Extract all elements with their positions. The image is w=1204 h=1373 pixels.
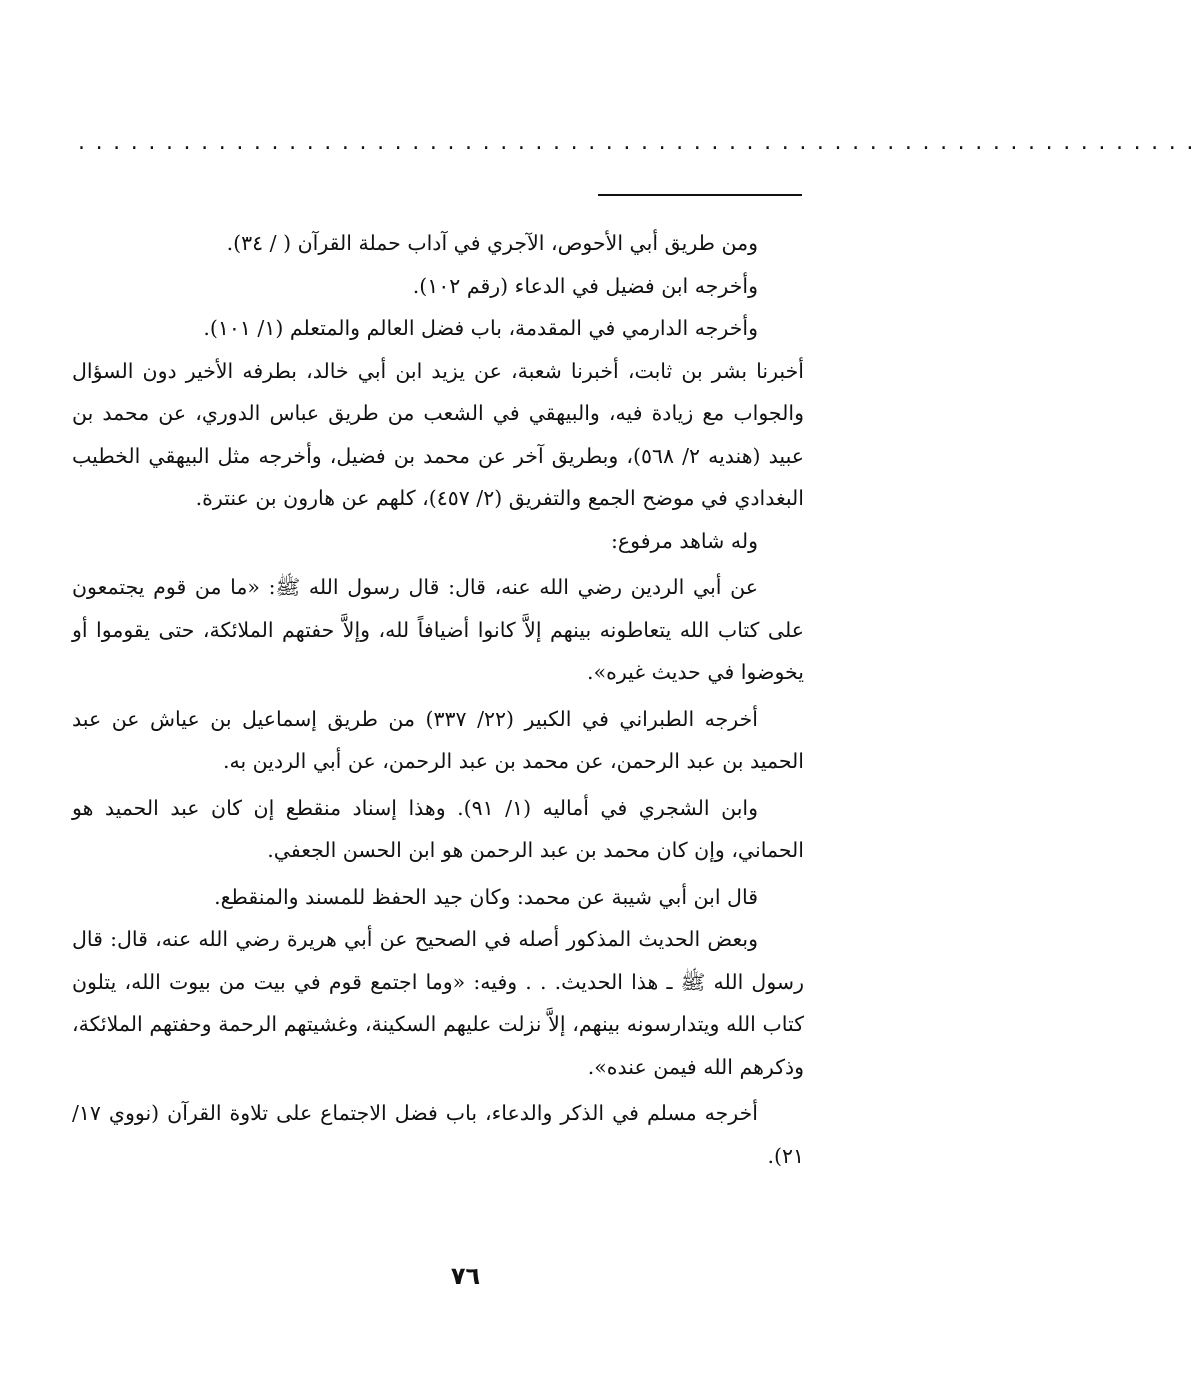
paragraph-hadith-abi-raddin: عن أبي الردين رضي الله عنه، قال: قال رسول الله ﷺ: «ما من قوم يجتمعون على كتاب الله يتعاطونه بينهم إلاَّ كانوا أضيافاً لله، وإلاَّ حفتهم الملائكة، حتى يقوموا أو يخوضوا في حديث غيره». [72, 575, 804, 684]
paragraph-abu-hurayra: وبعض الحديث المذكور أصله في الصحيح عن أبي هريرة رضي الله عنه، قال: قال رسول الله ﷺ ـ هذا الحديث. . . وفيه: «وما اجتمع قوم في بيت من بيوت الله، يتلون كتاب الله ويتدارسونه بينهم، إلاَّ نزلت عليهم السكينة، وغشيتهم الرحمة وحفتهم الملائكة، وذكرهم الله فيمن عنده». [72, 927, 804, 1079]
paragraph-muslim: أخرجه مسلم في الذكر والدعاء، باب فضل الاجتماع على تلاوة القرآن (نووي ١٧/ ٢١). [72, 1101, 804, 1168]
dotted-separator: ................................................................ [78, 130, 1204, 155]
page-number: ٧٦ [450, 1262, 481, 1290]
body-text [72, 222, 804, 1177]
paragraph-ajurri: ومن طريق أبي الأحوص، الآجري في آداب حملة القرآن ( / ٣٤). [226, 231, 758, 255]
paragraph-ibn-abi-shayba: قال ابن أبي شيبة عن محمد: وكان جيد الحفظ للمسند والمنقطع. [214, 884, 758, 909]
paragraph-ibn-shajari: وابن الشجري في أماليه (١/ ٩١). وهذا إسناد منقطع إن كان عبد الحميد هو الحماني، وإن كان محمد بن عبد الرحمن هو ابن الحسن الجعفي. [72, 795, 804, 862]
footnote-rule [598, 194, 802, 196]
paragraph-darimi: وأخرجه الدارمي في المقدمة، باب فضل العالم والمتعلم (١/ ١٠١). [203, 316, 758, 340]
paragraph-ibn-fudayl: وأخرجه ابن فضيل في الدعاء (رقم ١٠٢). [412, 273, 758, 298]
paragraph-tabarani: أخرجه الطبراني في الكبير (٢٢/ ٣٣٧) من طريق إسماعيل بن عياش عن عبد الحميد بن عبد الرحمن، عن محمد بن عبد الرحمن، عن أبي الردين به. [72, 706, 804, 773]
paragraph-isnad: أخبرنا بشر بن ثابت، أخبرنا شعبة، عن يزيد ابن أبي خالد، بطرفه الأخير دون السؤال والجواب مع زيادة فيه، والبيهقي في الشعب من طريق عباس الدوري، عن محمد بن عبيد (هنديه ٢/ ٥٦٨)، وبطريق آخر عن محمد بن فضيل، وأخرجه مثل البيهقي الخطيب البغدادي في موضح الجمع والتفريق (٢/ ٤٥٧)، كلهم عن هارون بن عنترة. [72, 358, 804, 510]
paragraph-shahid-heading: وله شاهد مرفوع: [611, 528, 758, 553]
